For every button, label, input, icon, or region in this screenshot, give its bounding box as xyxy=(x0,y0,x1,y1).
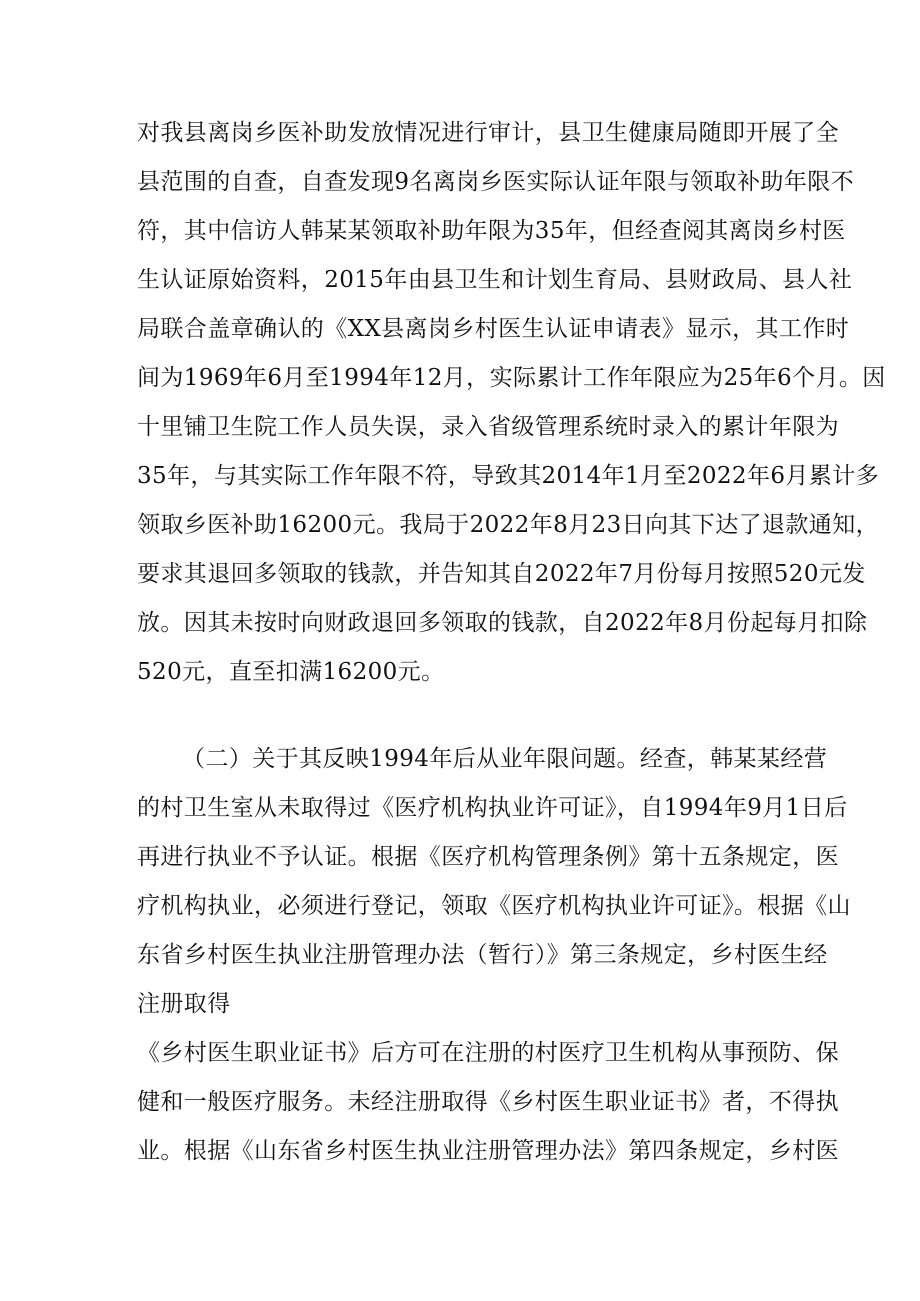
paragraph-2-line-7: 《乡村医生职业证书》后方可在注册的村医疗卫生机构从事预防、保 xyxy=(137,1040,839,1066)
paragraph-1-line-5: 局联合盖章确认的《XX县离岗乡村医生认证申请表》显示，其工作时 xyxy=(137,316,850,342)
paragraph-2-line-5: 东省乡村医生执业注册管理办法（暂行）》第三条规定，乡村医生经 xyxy=(137,942,828,968)
paragraph-1-line-9: 领取乡医补助16200元。我局于2022年8月23日向其下达了退款通知， xyxy=(137,512,879,538)
paragraph-1-line-4: 生认证原始资料，2015年由县卫生和计划生育局、县财政局、县人社 xyxy=(137,267,853,293)
paragraph-1-line-7: 十里铺卫生院工作人员失误，录入省级管理系统时录入的累计年限为 xyxy=(137,414,839,440)
paragraph-1-line-1: 对我县离岗乡医补助发放情况进行审计，县卫生健康局随即开展了全 xyxy=(137,120,839,146)
paragraph-1-line-11: 放。因其未按时向财政退回多领取的钱款，自2022年8月份起每月扣除 xyxy=(137,610,868,636)
paragraph-2-line-2: 的村卫生室从未取得过《医疗机构执业许可证》，自1994年9月1日后 xyxy=(137,795,848,821)
paragraph-2-line-6: 注册取得 xyxy=(137,991,231,1017)
paragraph-2-line-9: 业。根据《山东省乡村医生执业注册管理办法》第四条规定，乡村医 xyxy=(137,1138,839,1164)
paragraph-2-line-8: 健和一般医疗服务。未经注册取得《乡村医生职业证书》者，不得执 xyxy=(137,1089,839,1115)
paragraph-2-line-1: （二）关于其反映1994年后从业年限问题。经查，韩某某经营 xyxy=(182,746,828,772)
paragraph-2-line-3: 再进行执业不予认证。根据《医疗机构管理条例》第十五条规定，医 xyxy=(137,844,839,870)
paragraph-1-line-10: 要求其退回多领取的钱款，并告知其自2022年7月份每月按照520元发 xyxy=(137,561,866,587)
paragraph-1-line-8: 35年，与其实际工作年限不符，导致其2014年1月至2022年6月累计多 xyxy=(137,463,879,489)
paragraph-1-line-12: 520元，直至扣满16200元。 xyxy=(137,659,445,685)
paragraph-1-line-3: 符，其中信访人韩某某领取补助年限为35年，但经查阅其离岗乡村医 xyxy=(137,218,846,244)
paragraph-1-line-2: 县范围的自查，自查发现9名离岗乡医实际认证年限与领取补助年限不 xyxy=(137,169,855,195)
paragraph-1-line-6: 间为1969年6月至1994年12月，实际累计工作年限应为25年6个月。因 xyxy=(137,365,886,391)
paragraph-2-line-4: 疗机构执业，必须进行登记，领取《医疗机构执业许可证》。根据《山 xyxy=(137,893,851,919)
